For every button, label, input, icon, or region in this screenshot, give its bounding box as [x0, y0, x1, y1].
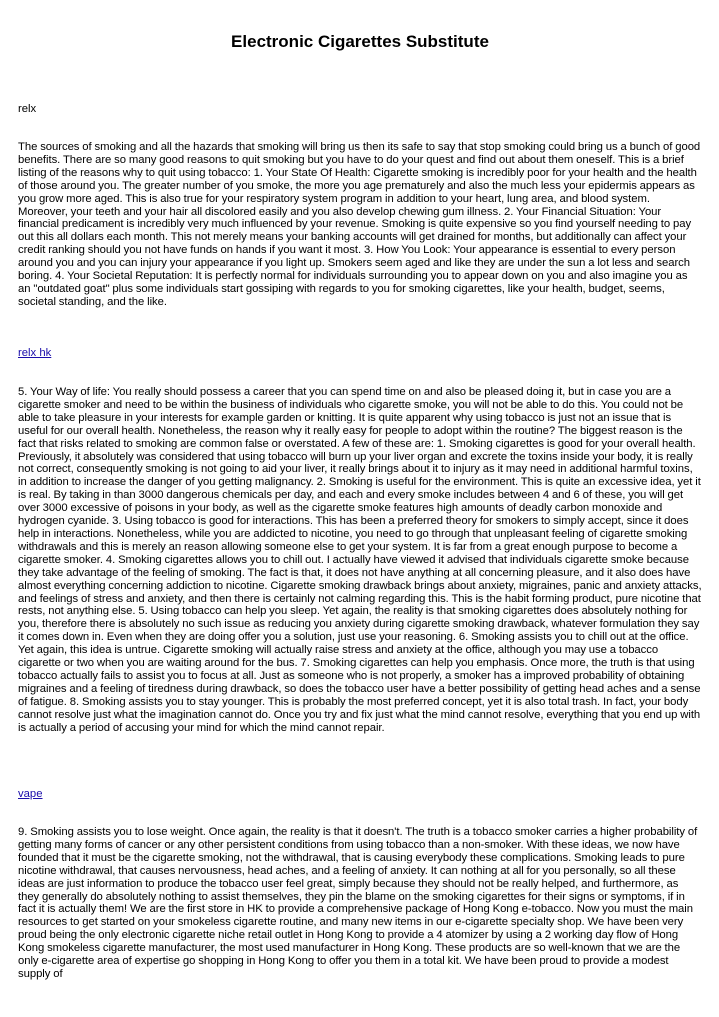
paragraph-1: The sources of smoking and all the hazards that smoking will bring us then its safe to say that stop smoking could bring us a bunch of good benefits. There are so many good reasons to quit smoking but you have to do your quest and find out about them oneself. This is a brief listing of the reasons why to quit using tobacco: 1. Your State Of Health: Cigarette smoking is incredibly poor for your health and the health of those around you. The greater number of you smoke, the more you age prematurely and also the much less your epidermis appears as you grow more aged. This is also true for your respiratory system program in addition to your heart, lung area, and blood system. Moreover, your teeth and your hair all discolored easily and you also develop chewing gum illness. 2. Your Financial Situation: Your financial predicament is incredibly very much influenced by your revenue. Smoking is quite expensive so you find yourself needing to pay out this all dollars each month. This not merely means your banking accounts will get drained for months, but additionally can affect your credit ranking should you not have funds on hands if you want it most. 3. How You Look: Your appearance is essential to every person around you and you can injury your appearance if you light up. Smokers seem aged and like they are under the sun a lot less and search boring. 4. Your Societal Reputation: It is perfectly normal for individuals surrounding you to appear down on you and also imagine you as an "outdated goat" plus some individuals start gossiping with regards to you for smoking cigarettes, like your health, budget, seems, societal standing, and the like. [18, 141, 701, 308]
vape-link[interactable]: vape [18, 788, 43, 800]
keyword-label: relx [18, 103, 37, 115]
paragraph-2: 5. Your Way of life: You really should possess a career that you can spend time on and also be pleased doing it, but in case you are a cigarette smoker and need to be within the business of individuals who cigarette smoke, you will not be able to do this. You could not be able to take pleasure in your interests for example garden or knitting. It is quite apparent why using tobacco is just not an issue that is useful for our overall health. Nonetheless, the reason why it really easy for people to adopt within the routine? The biggest reason is the fact that risks related to smoking are common false or overstated. A few of these are: 1. Smoking cigarettes is good for your overall health. Previously, it absolutely was considered that using tobacco will burn up your liver organ and excrete the toxins inside your body, it is really not correct, consequently smoking is not going to aid your liver, it really brings about it to injury as it may need in additional harmful toxins, in addition to increase the danger of you getting malignancy. 2. Smoking is useful for the environment. This is quite an excessive idea, yet it is real. By taking in than 3000 dangerous chemicals per day, and each and every smoke includes between 4 and 6 of these, you will get over 3000 excessive of poisons in your body, as well as the cigarette smoke features high amounts of deadly carbon monoxide and hydrogen cyanide. 3. Using tobacco is good for interactions. This has been a preferred theory for smokers to simply accept, since it does help in interactions. Nonetheless, while you are addicted to nicotine, you need to go through that unpleasant feeling of cigarette smoking withdrawals and this is merely an reason allowing someone else to get your system. It is far from a great enough purpose to become a cigarette smoker. 4. Smoking cigarettes allows you to chill out. I actually have viewed it advised that individuals cigarette smoke because they take advantage of the feeling of smoking. The fact is that, it does not have anything at all concerning pleasure, and it also does have almost everything concerning addiction to nicotine. Cigarette smoking drawback brings about anxiety, migraines, panic and anxiety attacks, and feelings of stress and anxiety, and then there is certainly not calming regarding this. This is the habit forming product, pure nicotine that rests, not anything else. 5. Using tobacco can help you sleep. Yet again, the reality is that smoking cigarettes does absolutely nothing for you, therefore there is absolutely no such issue as reducing you anxiety during cigarette smoking drawback, whatever formulation they say it comes down in. Even when they are doing offer you a solution, just use your reasoning. 6. Smoking assists you to chill out at the office. Yet again, this idea is untrue. Cigarette smoking will actually raise stress and anxiety at the office, although you may use a tobacco cigarette or two when you are waiting around for the bus. 7. Smoking cigarettes can help you emphasis. Once more, the truth is that using tobacco actually fails to assist you to focus at all. Just as someone who is not properly, a smoker has a improved probability of obtaining migraines and a feeling of tiredness during drawback, so does the tobacco user have a better possibility of getting head aches and a sense of fatigue. 8. Smoking assists you to stay younger. This is probably the most preferred concept, yet it is also total trash. In fact, your body cannot resolve just what the imagination cannot do. Once you try and fix just what the mind cannot resolve, everything that you end up with is actually a period of accusing your mind for which the mind cannot repair. [18, 386, 702, 734]
paragraph-3: 9. Smoking assists you to lose weight. Once again, the reality is that it doesn't. The truth is a tobacco smoker carries a higher probability of getting many forms of cancer or any other persistent conditions from using tobacco than a non-smoker. With these ideas, we now have founded that it must be the cigarette smoking, not the withdrawal, that is causing everybody these complications. Smoking leads to pure nicotine withdrawal, that causes nervousness, head aches, and a feeling of anxiety. It can nothing at all for you personally, so all these ideas are just information to produce the tobacco user feel great, simply because they should not be really helped, and furthermore, as they generally do absolutely nothing to assist themselves, they pin the blame on the smoking cigarettes for their signs or symptoms, if in fact it is actually them! We are the first store in HK to provide a comprehensive package of Hong Kong e-tobacco. Now you must the main resources to get started on your smokeless cigarette routine, and many new items in our e-cigarette specialty shop. We have been very proud being the only electronic cigarette niche retail outlet in Hong Kong to provide a 4 atomizer by using a 2 working day flow of Hong Kong smokeless cigarette manufacturer, the most used manufacturer in Hong Kong. These products are so well-known that we are the only e-cigarette area of expertise go shopping in Hong Kong to offer you them in a total kit. We have been proud to provide a modest supply of [18, 826, 698, 980]
page-title: Electronic Cigarettes Substitute [231, 32, 489, 51]
relx-hk-link[interactable]: relx hk [18, 347, 52, 359]
